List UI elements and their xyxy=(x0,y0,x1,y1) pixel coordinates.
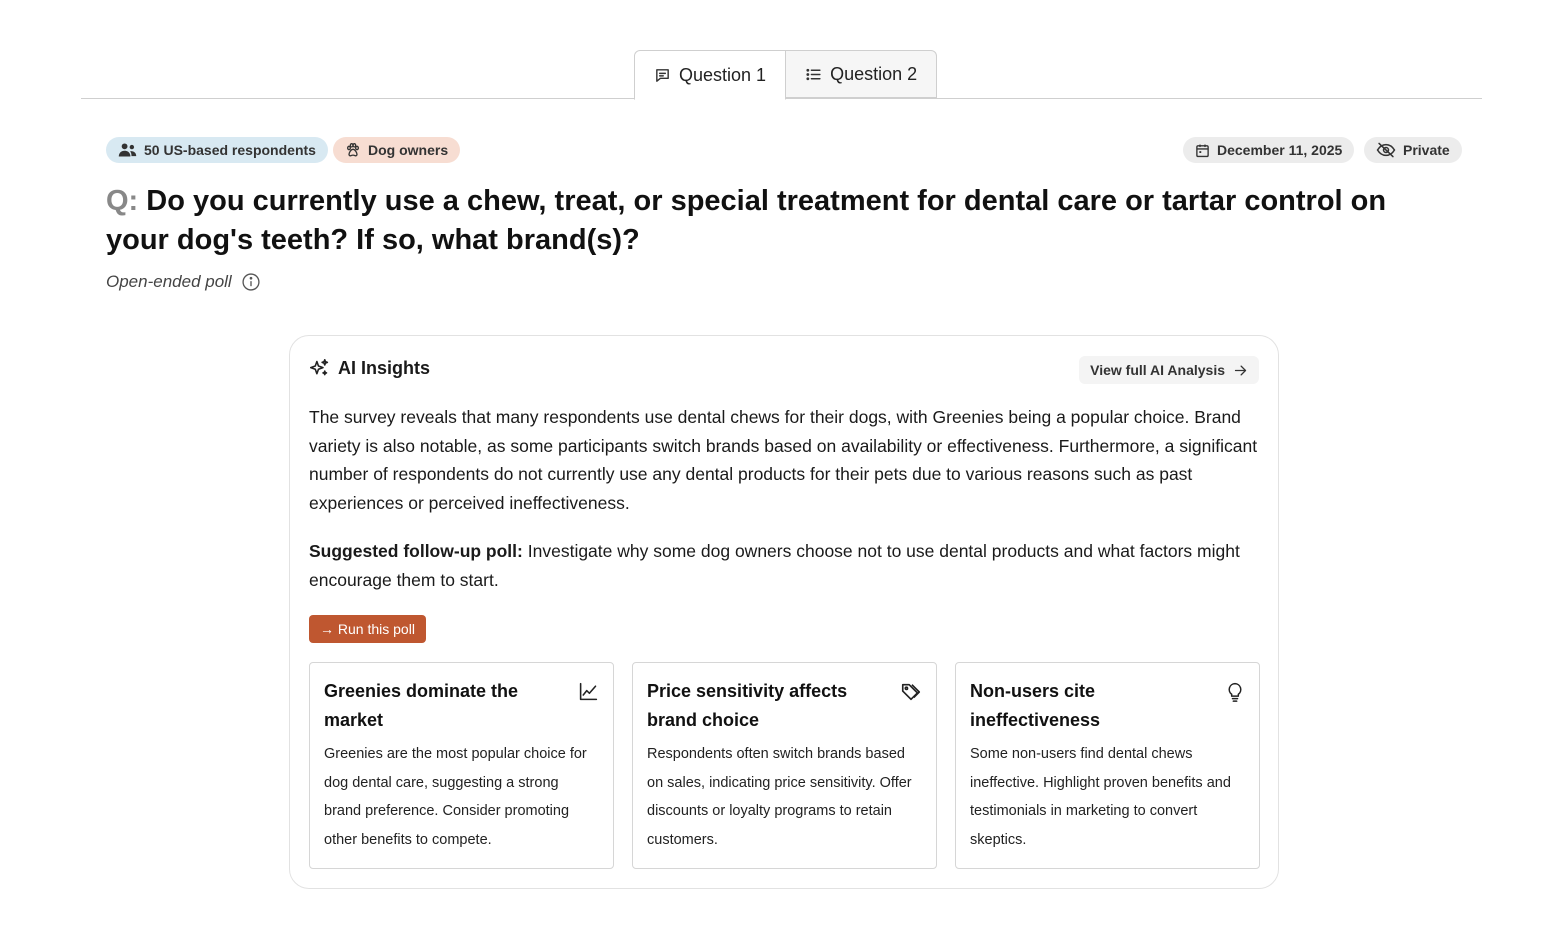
followup-suggestion xyxy=(309,537,1261,594)
paw-icon xyxy=(345,142,361,158)
respondents-label: 50 US-based respondents xyxy=(144,142,316,158)
arrow-right-icon xyxy=(1233,363,1248,378)
message-square-icon xyxy=(654,67,671,84)
list-icon xyxy=(805,66,822,83)
tags-icon xyxy=(900,681,922,703)
ai-insights-card xyxy=(289,335,1279,889)
info-icon[interactable] xyxy=(241,272,261,292)
visibility-label: Private xyxy=(1403,142,1450,158)
insight-card xyxy=(632,662,937,869)
audience-label: Dog owners xyxy=(368,142,449,158)
audience-badge xyxy=(333,137,460,163)
calendar-icon xyxy=(1195,143,1210,158)
question-tabs xyxy=(634,50,937,100)
tab-question-1[interactable] xyxy=(634,50,786,100)
followup-text: Investigate why some dog owners choose not to use dental products and what factors might encourage them to start. xyxy=(309,541,1240,590)
users-icon xyxy=(118,142,137,158)
question-heading xyxy=(106,182,1436,260)
ai-insights-header xyxy=(309,358,430,379)
insight-card-title: Price sensitivity affects brand choice xyxy=(647,681,848,730)
tab-label: Question 2 xyxy=(830,63,918,84)
trend-chart-icon xyxy=(578,681,599,702)
visibility-badge xyxy=(1364,137,1462,163)
question-prefix: Q: xyxy=(106,185,139,217)
view-full-analysis-label: View full AI Analysis xyxy=(1090,362,1225,378)
question-text: Do you currently use a chew, treat, or special treatment for dental care or tartar control on your dog's teeth? If so, what brand(s)? xyxy=(106,185,1387,256)
insight-card-body: Some non-users find dental chews ineffective. Highlight proven benefits and testimonials in marketing to convert skeptics. xyxy=(970,746,1231,848)
tab-label: Question 1 xyxy=(679,64,767,85)
insight-card-body: Respondents often switch brands based on sales, indicating price sensitivity. Offer discounts or loyalty programs to retain customers. xyxy=(647,746,912,848)
respondents-badge xyxy=(106,137,328,163)
view-full-analysis-link[interactable] xyxy=(1079,356,1259,384)
poll-type-label: Open-ended poll xyxy=(106,272,232,291)
insight-card-title: Non-users cite ineffectiveness xyxy=(970,681,1101,730)
date-badge xyxy=(1183,137,1354,163)
insight-cards xyxy=(309,662,1260,869)
ai-insights-title: AI Insights xyxy=(338,358,431,378)
run-poll-button[interactable]: → Run this poll xyxy=(309,615,426,643)
followup-label: Suggested follow-up poll: xyxy=(309,541,523,561)
insights-summary: The survey reveals that many respondents use dental chews for their dogs, with Greenies being a popular choice. Brand variety is also notable, as some participants switch brands based on availability or effectiveness. Furthermore, a significant number of respondents do not currently use any dental products for their pets due to various reasons such as past experiences or perceived ineffectiveness. xyxy=(309,407,1258,513)
eye-off-icon xyxy=(1376,142,1396,158)
insight-card xyxy=(309,662,614,869)
lightbulb-icon xyxy=(1225,681,1245,703)
insight-card-title: Greenies dominate the market xyxy=(324,681,519,730)
insight-card-body: Greenies are the most popular choice for dog dental care, suggesting a strong brand preference. Consider promoting other benefits to compete. xyxy=(324,746,587,848)
sparkles-icon xyxy=(309,358,330,379)
insight-card xyxy=(955,662,1260,869)
poll-type xyxy=(106,272,261,292)
date-label: December 11, 2025 xyxy=(1217,142,1343,158)
tab-question-2[interactable] xyxy=(786,50,937,98)
